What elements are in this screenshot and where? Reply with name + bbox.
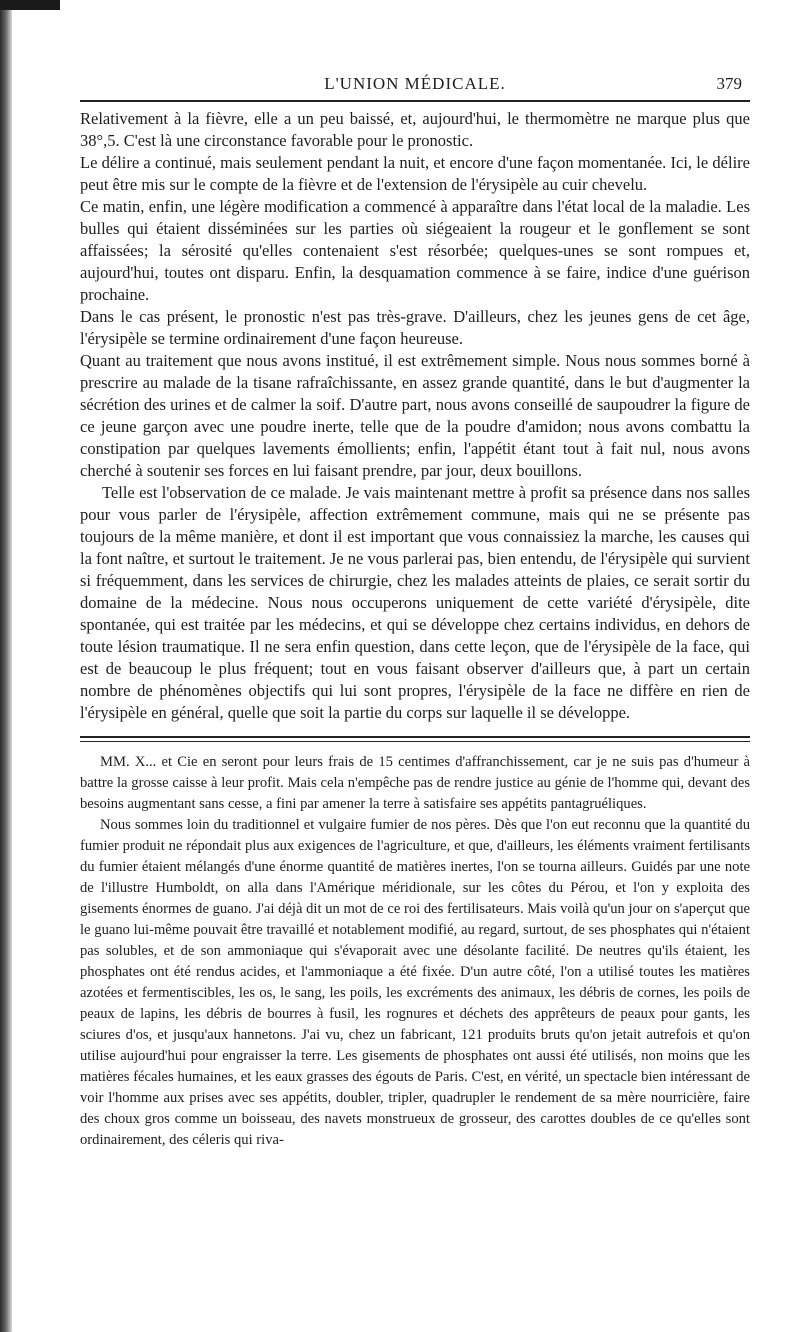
header-rule xyxy=(80,100,750,102)
lecture-text xyxy=(80,108,750,724)
paragraph: Relativement à la fièvre, elle a un peu baissé, et, aujourd'hui, le thermomètre ne marque plus que 38°,5. C'est là une circonstance favorable pour le pronostic. xyxy=(80,109,750,150)
running-head xyxy=(80,60,750,100)
paragraph: Ce matin, enfin, une légère modification a commencé à apparaître dans l'état local de la maladie. Les bulles qui étaient disséminées sur les parties où siégeaient la rougeur et le gonflement se sont affaissées; la sérosité qu'elles contenaient s'est résorbée; quelques-unes se sont rompues et, aujourd'hui, toutes ont disparu. Enfin, la desquamation commence à se faire, indice d'une guérison prochaine. xyxy=(80,197,750,304)
scan-edge-left xyxy=(0,0,12,1332)
scan-edge-top xyxy=(0,0,60,10)
paragraph: Telle est l'observation de ce malade. Je vais maintenant mettre à profit sa présence dans nos salles pour vous parler de l'érysipèle, affection extrêmement commune, mais qui ne se présente pas toujours de la même manière, et dont il est important que vous connaissiez la marche, les causes qui la font naître, et surtout le traitement. Je ne vous parlerai pas, bien entendu, de l'érysipèle qui survient si fréquemment, dans les services de chirurgie, chez les malades atteints de plaies, ce serait sortir du domaine de la médecine. Nous nous occuperons uniquement de cette variété d'érysipèle, dite spontanée, qui est traitée par les médecins, et qui se développe chez certains individus, en dehors de toute lésion traumatique. Il ne sera enfin question, dans cette leçon, que de l'érysipèle de la face, qui est de beaucoup le plus fréquent; tout en vous faisant observer d'ailleurs que, à part un certain nombre de phénomènes objectifs qui lui sont propres, l'érysipèle de la face ne diffère en rien de l'érysipèle en général, quelle que soit la partie du corps sur laquelle il se développe. xyxy=(80,483,750,722)
paragraph: Dans le cas présent, le pronostic n'est pas très-grave. D'ailleurs, chez les jeunes gens de cet âge, l'érysipèle se termine ordinairement d'une façon heureuse. xyxy=(80,307,750,348)
journal-page xyxy=(80,60,750,1151)
feuilleton-paragraph: MM. X... et Cie en seront pour leurs frais de 15 centimes d'affranchissement, car je ne suis pas d'humeur à battre la grosse caisse à leur profit. Mais cela n'empêche pas de rendre justice au génie de l'homme qui, devant des besoins augmentant sans cesse, a fini par amener la terre à satisfaire ses appétits pantagruéliques. xyxy=(80,754,750,812)
running-title: L'UNION MÉDICALE. xyxy=(324,74,506,93)
paragraph: Quant au traitement que nous avons institué, il est extrêmement simple. Nous nous sommes borné à prescrire au malade de la tisane rafraîchissante, en assez grande quantité, dans le but d'augmenter la sécrétion des urines et de calmer la soif. D'autre part, nous avons conseillé de saupoudrer la figure de ce jeune garçon avec une poudre inerte, telle que de la poudre d'amidon; nous avons combattu la constipation par quelques lavements émollients; enfin, l'appétit étant tout à fait nul, nous avons cherché à soutenir ses forces en lui faisant prendre, par jour, deux bouillons. xyxy=(80,351,750,480)
paragraph: Le délire a continué, mais seulement pendant la nuit, et encore d'une façon momentanée. Ici, le délire peut être mis sur le compte de la fièvre et de l'extension de l'érysipèle au cuir chevelu. xyxy=(80,153,750,194)
feuilleton-paragraph: Nous sommes loin du traditionnel et vulgaire fumier de nos pères. Dès que l'on eut reconnu que la quantité du fumier produit ne répondait plus aux exigences de l'agriculture, et que, d'ailleurs, les éléments vraiment fertilisants du fumier étaient mélangés d'une énorme quantité de matières inertes, l'on se tourna ailleurs. Guidés par une note de l'illustre Humboldt, on alla dans l'Amérique méridionale, sur les côtes du Pérou, et l'on y exploita des gisements énormes de guano. J'ai déjà dit un mot de ce roi des fertilisateurs. Mais voilà qu'un jour on s'aperçut que le guano lui-même pouvait être travaillé et notablement modifié, au regard, surtout, de ses phosphates qui n'étaient pas solubles, et de son ammoniaque qui s'évaporait avec une désolante facilité. De neutres qu'ils étaient, les phosphates ont été rendus acides, et l'ammoniaque a été fixée. D'un autre côté, l'on a utilisé toutes les matières azotées et fermentiscibles, les os, le sang, les poils, les excréments des animaux, les débris de cornes, les poils de peaux de lapins, les débris de bourres à fusil, les rognures et déchets des apprêteurs de peaux pour gants, les sciures d'os, et jusqu'aux hannetons. J'ai vu, chez un fabricant, 121 produits bruts qu'on jetait autrefois et qu'on utilise aujourd'hui pour engraisser la terre. Les gisements de phosphates ont aussi été utilisés, non moins que les matières fécales humaines, et les eaux grasses des égouts de Paris. C'est, en vérité, un spectacle bien intéressant de voir l'homme aux prises avec ses appétits, doubler, tripler, quadrupler le rendement de sa mère nourricière, faire des choux gros comme un boisseau, des navets monstrueux de grosseur, des carottes doubles de ce qu'elles sont ordinairement, des céleris qui riva- xyxy=(80,817,750,1148)
feuilleton-divider xyxy=(80,736,750,742)
feuilleton-text xyxy=(80,752,750,1151)
page-number: 379 xyxy=(716,74,742,93)
